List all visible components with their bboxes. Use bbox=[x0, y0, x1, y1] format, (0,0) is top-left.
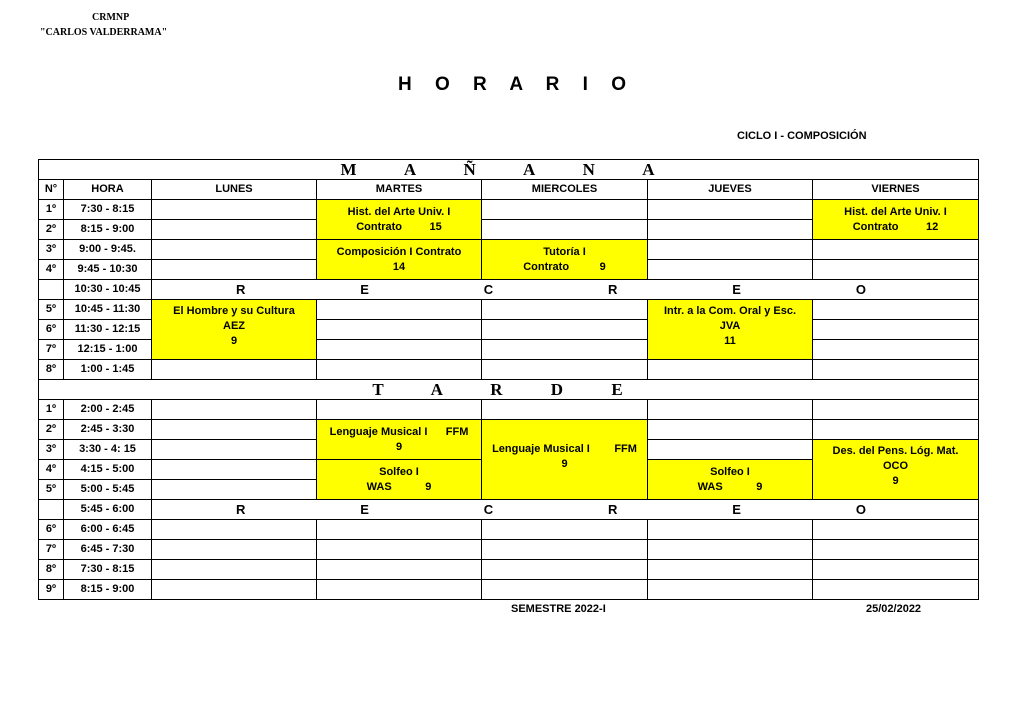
course-title: Des. del Pens. Lóg. Mat. bbox=[832, 445, 959, 457]
course-hours: 9 bbox=[599, 260, 606, 273]
empty-cell bbox=[813, 560, 979, 580]
empty-cell bbox=[482, 400, 648, 420]
empty-cell bbox=[152, 260, 317, 280]
period-number: 1º bbox=[39, 400, 64, 420]
empty-cell bbox=[482, 320, 648, 340]
empty-cell bbox=[648, 580, 813, 600]
empty-cell bbox=[648, 440, 813, 460]
period-time: 3:30 - 4: 15 bbox=[64, 440, 152, 460]
course-cell bbox=[813, 440, 979, 500]
empty-cell bbox=[152, 240, 317, 260]
empty-cell bbox=[813, 360, 979, 380]
course-cell bbox=[648, 300, 813, 360]
empty-cell bbox=[813, 260, 979, 280]
recess-letter: O bbox=[855, 282, 866, 297]
header-miercoles: MIERCOLES bbox=[482, 180, 648, 200]
empty-cell bbox=[317, 300, 482, 320]
recess-letter: E bbox=[732, 282, 741, 297]
course-title: El Hombre y su Cultura bbox=[173, 305, 295, 317]
course-teacher: JVA bbox=[719, 320, 741, 332]
period-time: 4:15 - 5:00 bbox=[64, 460, 152, 480]
course-teacher: FFM bbox=[445, 425, 469, 438]
recess-letter: R bbox=[236, 282, 246, 297]
recess-letter: R bbox=[608, 502, 618, 517]
table-row bbox=[39, 420, 979, 440]
course-teacher: Contrato bbox=[523, 260, 570, 273]
period-number: 1º bbox=[39, 200, 64, 220]
section-afternoon: T A R D E bbox=[39, 380, 979, 400]
empty-cell bbox=[39, 280, 64, 300]
course-hours: 9 bbox=[230, 335, 238, 347]
period-time: 11:30 - 12:15 bbox=[64, 320, 152, 340]
period-time: 6:45 - 7:30 bbox=[64, 540, 152, 560]
empty-cell bbox=[317, 580, 482, 600]
empty-cell bbox=[482, 200, 648, 220]
period-number: 8º bbox=[39, 560, 64, 580]
course-hours: 9 bbox=[561, 458, 568, 470]
table-row bbox=[39, 560, 979, 580]
period-number: 9º bbox=[39, 580, 64, 600]
header-num: N° bbox=[39, 180, 64, 200]
course-teacher: OCO bbox=[882, 460, 909, 472]
empty-cell bbox=[39, 500, 64, 520]
recess-label bbox=[152, 280, 979, 300]
course-title: Solfeo I bbox=[710, 465, 750, 478]
period-time: 7:30 - 8:15 bbox=[64, 560, 152, 580]
empty-cell bbox=[813, 340, 979, 360]
cycle-label: CICLO I - COMPOSICIÓN bbox=[737, 130, 867, 142]
course-teacher: Contrato bbox=[356, 220, 403, 233]
empty-cell bbox=[152, 400, 317, 420]
period-time: 12:15 - 1:00 bbox=[64, 340, 152, 360]
table-row bbox=[39, 240, 979, 260]
period-time: 10:30 - 10:45 bbox=[64, 280, 152, 300]
empty-cell bbox=[813, 300, 979, 320]
course-hours: 9 bbox=[892, 475, 899, 487]
period-number: 3º bbox=[39, 440, 64, 460]
empty-cell bbox=[648, 400, 813, 420]
empty-cell bbox=[152, 580, 317, 600]
period-number: 4º bbox=[39, 460, 64, 480]
morning-header-row bbox=[39, 160, 979, 180]
period-time: 5:45 - 6:00 bbox=[64, 500, 152, 520]
empty-cell bbox=[813, 580, 979, 600]
course-cell bbox=[813, 200, 979, 240]
column-header-row bbox=[39, 180, 979, 200]
header-viernes: VIERNES bbox=[813, 180, 979, 200]
period-time: 8:15 - 9:00 bbox=[64, 220, 152, 240]
course-cell bbox=[317, 420, 482, 460]
recess-letter: C bbox=[483, 502, 494, 517]
course-hours: 9 bbox=[756, 480, 763, 493]
empty-cell bbox=[152, 440, 317, 460]
period-time: 10:45 - 11:30 bbox=[64, 300, 152, 320]
empty-cell bbox=[482, 580, 648, 600]
recess-label bbox=[152, 500, 979, 520]
empty-cell bbox=[813, 320, 979, 340]
course-cell bbox=[152, 300, 317, 360]
semester-label: SEMESTRE 2022-I bbox=[511, 603, 606, 615]
recess-letter: O bbox=[855, 502, 866, 517]
course-cell bbox=[482, 420, 648, 500]
course-hours: 11 bbox=[724, 335, 736, 347]
period-number: 8º bbox=[39, 360, 64, 380]
period-number: 6º bbox=[39, 520, 64, 540]
empty-cell bbox=[648, 200, 813, 220]
institution-acronym: CRMNP bbox=[92, 12, 130, 23]
recess-row bbox=[39, 500, 979, 520]
empty-cell bbox=[813, 540, 979, 560]
course-teacher: FFM bbox=[614, 443, 637, 455]
course-title: Tutoría I bbox=[543, 245, 586, 258]
empty-cell bbox=[152, 220, 317, 240]
course-title: Composición I Contrato bbox=[336, 245, 462, 258]
period-time: 6:00 - 6:45 bbox=[64, 520, 152, 540]
period-time: 5:00 - 5:45 bbox=[64, 480, 152, 500]
period-number: 5º bbox=[39, 480, 64, 500]
empty-cell bbox=[152, 200, 317, 220]
course-detail bbox=[648, 480, 812, 495]
empty-cell bbox=[317, 520, 482, 540]
recess-row bbox=[39, 280, 979, 300]
course-hours: 9 bbox=[395, 440, 403, 453]
section-morning: M A Ñ A N A bbox=[39, 160, 979, 180]
period-time: 2:00 - 2:45 bbox=[64, 400, 152, 420]
afternoon-header-row bbox=[39, 380, 979, 400]
course-detail bbox=[317, 220, 481, 235]
empty-cell bbox=[813, 240, 979, 260]
period-time: 2:45 - 3:30 bbox=[64, 420, 152, 440]
empty-cell bbox=[648, 520, 813, 540]
header-martes: MARTES bbox=[317, 180, 482, 200]
course-detail bbox=[482, 260, 647, 275]
empty-cell bbox=[317, 360, 482, 380]
course-title: Hist. del Arte Univ. I bbox=[844, 205, 947, 218]
course-teacher: Contrato bbox=[852, 220, 899, 233]
period-number: 2º bbox=[39, 420, 64, 440]
date-label: 25/02/2022 bbox=[866, 603, 922, 615]
period-time: 7:30 - 8:15 bbox=[64, 200, 152, 220]
table-row bbox=[39, 400, 979, 420]
recess-letter: R bbox=[236, 502, 246, 517]
header-lunes: LUNES bbox=[152, 180, 317, 200]
recess-letter: E bbox=[360, 502, 369, 517]
empty-cell bbox=[648, 360, 813, 380]
period-number: 5º bbox=[39, 300, 64, 320]
course-cell bbox=[482, 240, 648, 280]
empty-cell bbox=[648, 560, 813, 580]
empty-cell bbox=[813, 420, 979, 440]
course-teacher: WAS bbox=[366, 480, 392, 493]
course-hours: 9 bbox=[425, 480, 432, 493]
empty-cell bbox=[317, 560, 482, 580]
empty-cell bbox=[152, 360, 317, 380]
course-detail bbox=[317, 480, 481, 495]
table-row bbox=[39, 580, 979, 600]
course-hours: 12 bbox=[926, 220, 939, 233]
course-cell bbox=[317, 240, 482, 280]
course-hours: 15 bbox=[429, 220, 442, 233]
period-number: 7º bbox=[39, 340, 64, 360]
empty-cell bbox=[152, 520, 317, 540]
empty-cell bbox=[482, 540, 648, 560]
table-row bbox=[39, 360, 979, 380]
empty-cell bbox=[813, 520, 979, 540]
empty-cell bbox=[648, 260, 813, 280]
course-detail bbox=[813, 220, 978, 235]
empty-cell bbox=[482, 360, 648, 380]
schedule-table bbox=[38, 159, 979, 600]
course-title: Solfeo I bbox=[379, 465, 419, 478]
empty-cell bbox=[152, 420, 317, 440]
empty-cell bbox=[482, 560, 648, 580]
period-number: 7º bbox=[39, 540, 64, 560]
page-title: H O R A R I O bbox=[398, 74, 635, 95]
table-row bbox=[39, 540, 979, 560]
empty-cell bbox=[482, 300, 648, 320]
recess-letter: C bbox=[483, 282, 494, 297]
recess-letter: E bbox=[732, 502, 741, 517]
empty-cell bbox=[482, 520, 648, 540]
period-number: 3º bbox=[39, 240, 64, 260]
header-jueves: JUEVES bbox=[648, 180, 813, 200]
course-title: Hist. del Arte Univ. I bbox=[347, 205, 451, 218]
period-time: 1:00 - 1:45 bbox=[64, 360, 152, 380]
empty-cell bbox=[482, 220, 648, 240]
empty-cell bbox=[152, 460, 317, 480]
course-cell bbox=[648, 460, 813, 500]
empty-cell bbox=[648, 220, 813, 240]
period-time: 8:15 - 9:00 bbox=[64, 580, 152, 600]
empty-cell bbox=[648, 540, 813, 560]
empty-cell bbox=[813, 400, 979, 420]
table-row bbox=[39, 300, 979, 320]
period-time: 9:45 - 10:30 bbox=[64, 260, 152, 280]
course-cell bbox=[317, 460, 482, 500]
empty-cell bbox=[482, 340, 648, 360]
empty-cell bbox=[152, 560, 317, 580]
header-hora: HORA bbox=[64, 180, 152, 200]
course-title: Lenguaje Musical I bbox=[329, 425, 428, 438]
empty-cell bbox=[317, 540, 482, 560]
table-row bbox=[39, 520, 979, 540]
course-hours: 14 bbox=[392, 260, 406, 273]
empty-cell bbox=[648, 240, 813, 260]
period-number: 4º bbox=[39, 260, 64, 280]
empty-cell bbox=[317, 400, 482, 420]
period-number: 6º bbox=[39, 320, 64, 340]
recess-letter: R bbox=[608, 282, 618, 297]
empty-cell bbox=[648, 420, 813, 440]
course-title: Intr. a la Com. Oral y Esc. bbox=[663, 305, 797, 317]
recess-letter: E bbox=[360, 282, 369, 297]
empty-cell bbox=[317, 320, 482, 340]
period-time: 9:00 - 9:45. bbox=[64, 240, 152, 260]
course-teacher: WAS bbox=[697, 480, 723, 493]
table-row bbox=[39, 200, 979, 220]
empty-cell bbox=[152, 480, 317, 500]
empty-cell bbox=[317, 340, 482, 360]
course-title: Lenguaje Musical I bbox=[492, 443, 590, 455]
course-teacher: AEZ bbox=[223, 320, 245, 332]
course-cell bbox=[317, 200, 482, 240]
course-detail bbox=[317, 425, 481, 440]
period-number: 2º bbox=[39, 220, 64, 240]
institution-name: "CARLOS VALDERRAMA" bbox=[40, 27, 168, 38]
empty-cell bbox=[152, 540, 317, 560]
course-detail bbox=[482, 442, 647, 457]
